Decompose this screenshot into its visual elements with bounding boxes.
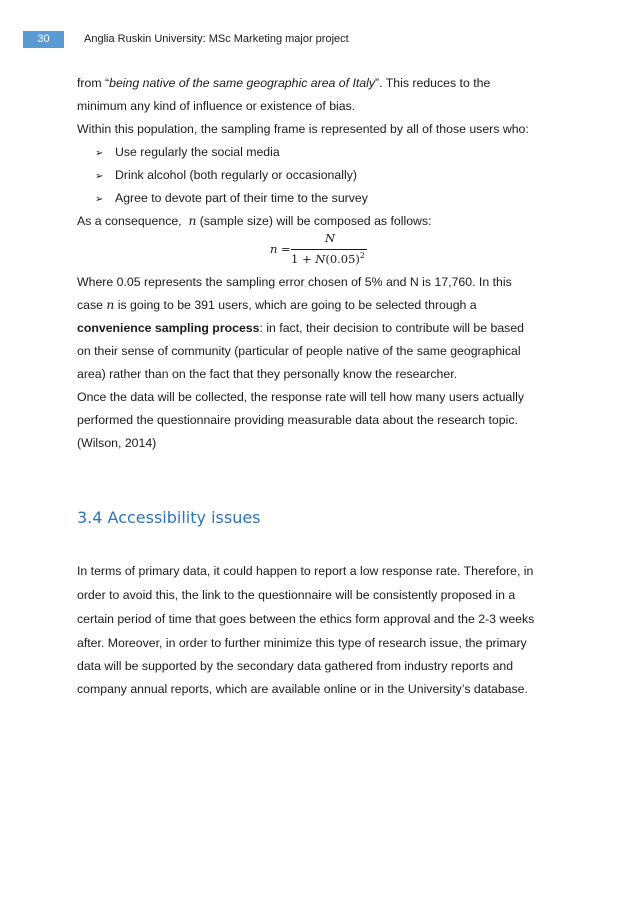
arrow-bullet-icon: ➢ <box>95 148 104 159</box>
paragraph-line: certain period of time that goes between the ethics form approval and the 2-3 weeks <box>77 612 535 626</box>
paragraph-line: on their sense of community (particular of people native of the same geographical <box>77 344 521 358</box>
paragraph-line: minimum any kind of influence or existence of bias. <box>77 99 356 113</box>
section-heading: 3.4 Accessibility issues <box>77 508 261 527</box>
formula-denominator: $1 + N(0.05)^2$ <box>291 251 366 266</box>
paragraph-line: As a consequence, n (sample size) will be composed as follows: <box>77 214 432 228</box>
citation: (Wilson, 2014) <box>77 436 157 450</box>
formula-numerator: N <box>325 231 336 245</box>
paragraph-line: from “being native of the same geographic area of Italy”. This reduces to the <box>77 76 491 90</box>
arrow-bullet-icon: ➢ <box>95 171 104 182</box>
paragraph-line: after. Moreover, in order to further minimize this type of research issue, the primary <box>77 636 527 650</box>
paragraph-line: data will be supported by the secondary data gathered from industry reports and <box>77 659 514 673</box>
formula-lhs: n = <box>270 242 291 256</box>
italic-quote: being native of the same geographic area of Italy <box>109 76 376 90</box>
page-number: 30 <box>23 31 64 48</box>
paragraph-line: Once the data will be collected, the response rate will tell how many users actually <box>77 390 525 404</box>
paragraph-line: In terms of primary data, it could happen to report a low response rate. Therefore, in <box>77 564 534 578</box>
bold-term: convenience sampling process <box>77 321 260 335</box>
paragraph-line: performed the questionnaire providing measurable data about the research topic. <box>77 413 518 427</box>
paragraph-line: order to avoid this, the link to the questionnaire will be consistently proposed in a <box>77 588 516 602</box>
paragraph-line: case n is going to be 391 users, which are going to be selected through a <box>77 298 477 312</box>
bullet-item: ➢ Use regularly the social media <box>95 141 280 165</box>
fraction-bar <box>291 249 367 250</box>
paragraph-line: convenience sampling process: in fact, their decision to contribute will be based <box>77 321 525 335</box>
paragraph-line: company annual reports, which are available online or in the University’s database. <box>77 682 528 696</box>
arrow-bullet-icon: ➢ <box>95 194 104 205</box>
bullet-item: ➢ Agree to devote part of their time to the survey <box>95 187 368 211</box>
page-header <box>0 31 638 48</box>
bullet-item: ➢ Drink alcohol (both regularly or occasionally) <box>95 164 357 188</box>
header-title: Anglia Ruskin University: MSc Marketing major project <box>84 33 349 45</box>
sample-size-formula <box>270 231 370 271</box>
paragraph-line: Where 0.05 represents the sampling error chosen of 5% and N is 17,760. In this <box>77 275 512 289</box>
paragraph-line: Within this population, the sampling frame is represented by all of those users who: <box>77 122 529 136</box>
paragraph-line: area) rather than on the fact that they personally know the researcher. <box>77 367 458 381</box>
